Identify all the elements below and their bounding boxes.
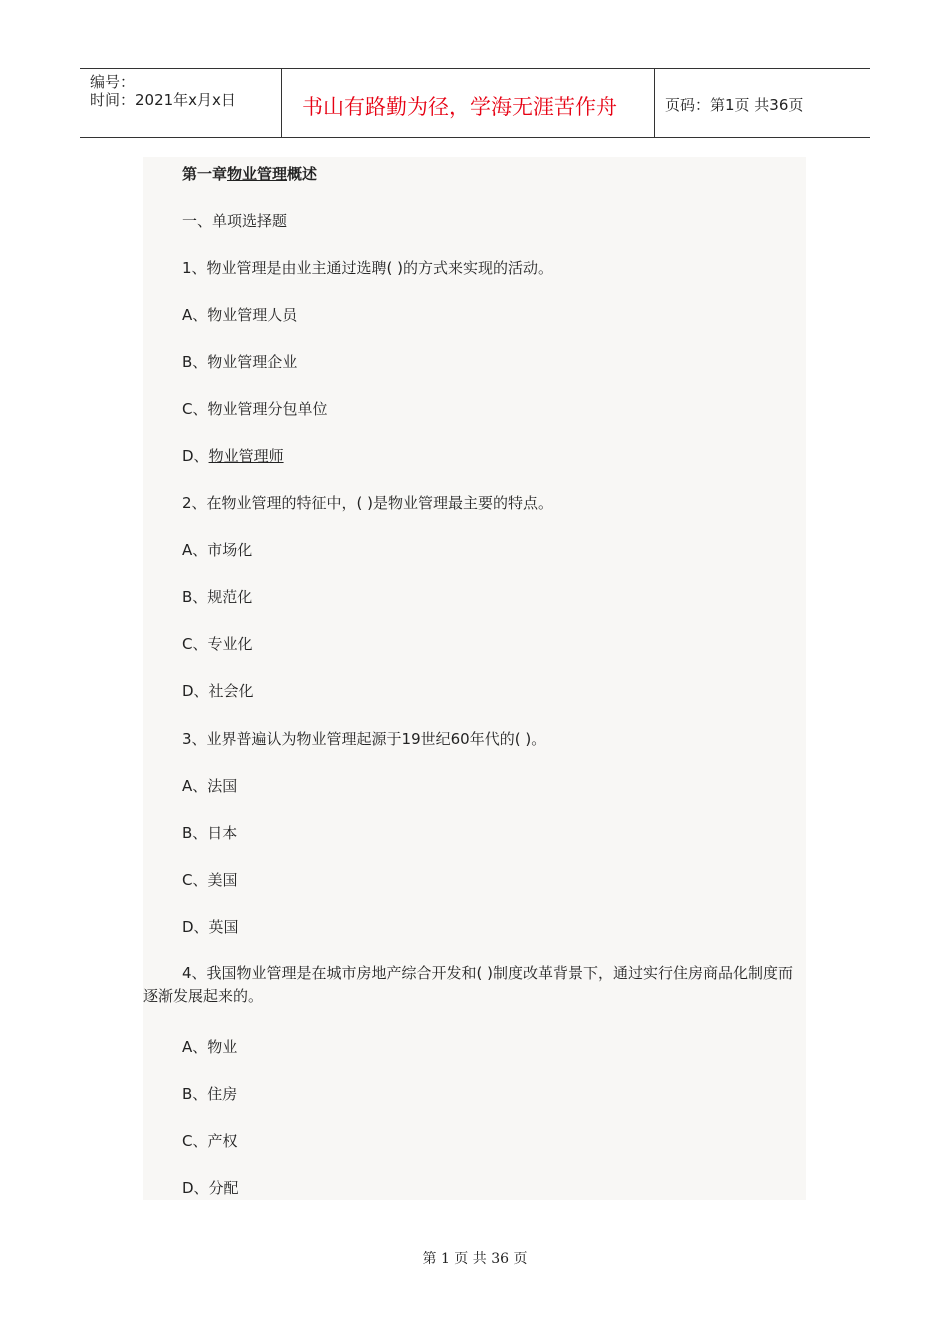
chapter-title-prefix: 第一章	[182, 165, 228, 183]
q2-option-b: B、规范化	[182, 588, 253, 606]
q4-option-b: B、住房	[182, 1085, 238, 1103]
q3-option-c: C、美国	[182, 871, 238, 889]
q1-option-d-text: 物业管理师	[208, 447, 284, 465]
chapter-title-underlined: 物业管理	[227, 165, 288, 183]
q2-option-d: D、社会化	[182, 682, 254, 700]
section-heading: 一、单项选择题	[182, 212, 288, 230]
question-2: 2、在物业管理的特征中，( )是物业管理最主要的特点。	[182, 494, 554, 512]
q1-option-d-prefix: D、	[182, 447, 209, 465]
header-page-info: 页码：第1页 共36页	[665, 96, 804, 114]
q2-option-c: C、专业化	[182, 635, 253, 653]
header-motto-cell	[282, 69, 655, 137]
chapter-title	[182, 163, 317, 184]
header-motto: 书山有路勤为径，学海无涯苦作舟	[302, 95, 617, 119]
page-footer: 第 1 页 共 36 页	[422, 1251, 528, 1267]
q3-option-b: B、日本	[182, 824, 238, 842]
document-number-label: 编号：	[90, 73, 136, 91]
question-3: 3、业界普遍认为物业管理起源于19世纪60年代的( )。	[182, 730, 547, 748]
question-1: 1、物业管理是由业主通过选聘( )的方式来实现的活动。	[182, 259, 554, 277]
q2-option-a: A、市场化	[182, 541, 253, 559]
q1-option-c: C、物业管理分包单位	[182, 400, 328, 418]
document-body	[143, 157, 806, 1200]
chapter-title-suffix: 概述	[287, 165, 318, 183]
q1-option-d	[182, 445, 284, 466]
header-meta-cell	[80, 69, 282, 137]
document-time-label: 时间：2021年x月x日	[90, 91, 236, 109]
q1-option-b: B、物业管理企业	[182, 353, 298, 371]
q3-option-d: D、英国	[182, 918, 239, 936]
q1-option-a: A、物业管理人员	[182, 306, 298, 324]
q4-option-a: A、物业	[182, 1038, 238, 1056]
question-4: 4、我国物业管理是在城市房地产综合开发和( )制度改革背景下，通过实行住房商品化制度而逐渐发展起来的。	[143, 964, 794, 1005]
q4-option-d: D、分配	[182, 1179, 239, 1197]
q3-option-a: A、法国	[182, 777, 238, 795]
q4-option-c: C、产权	[182, 1132, 238, 1150]
document-header	[80, 68, 870, 138]
